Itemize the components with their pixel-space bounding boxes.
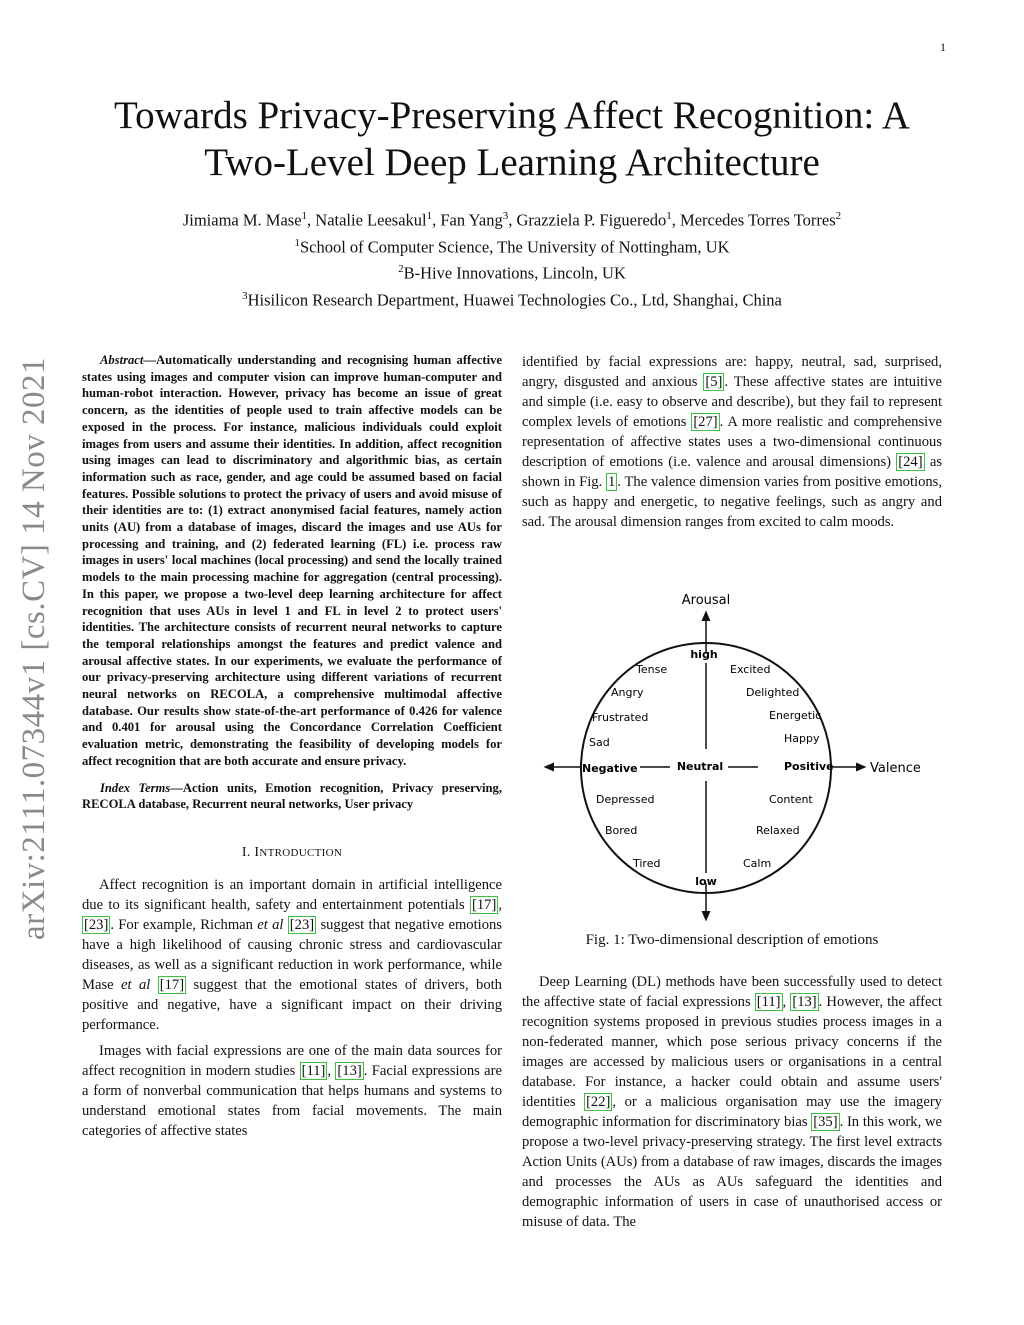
text: , xyxy=(327,1062,336,1079)
aff-text: Hisilicon Research Department, Huawei Technologies Co., Ltd, Shanghai, China xyxy=(247,290,782,309)
abstract xyxy=(82,352,502,770)
text: identified by facial expressions are: happy, neutral, sad, surprised, angry, disgusted and anxious xyxy=(522,354,942,390)
aff-text: B-Hive Innovations, Lincoln, UK xyxy=(403,263,626,283)
emotion-frustrated: Frustrated xyxy=(592,711,649,724)
section-num: I. xyxy=(241,844,255,860)
aff-text: School of Computer Science, The University of Nottingham, UK xyxy=(299,237,730,256)
label-negative: Negative xyxy=(582,762,638,775)
text: suggest that the emotional states of drivers, both positive and negative, have a significant impact on their driving performance. xyxy=(82,976,502,1033)
text: as shown in Fig. xyxy=(522,454,942,490)
aff-sup: 2 xyxy=(398,263,404,275)
citation-link[interactable]: [5] xyxy=(705,374,723,390)
author-sup: 3 xyxy=(502,210,509,222)
text: Images with facial expressions are one of the main data sources for affect recognition in modern studies xyxy=(82,1042,502,1079)
author-name: Mercedes Torres Torres xyxy=(680,210,836,230)
figure-svg xyxy=(540,585,920,925)
emotion-bored: Bored xyxy=(605,824,638,837)
figure-caption: Fig. 1: Two-dimensional description of emotions xyxy=(585,932,879,948)
aff-sup: 3 xyxy=(242,289,248,302)
text: suggest that negative emotions have a high likelihood of causing chronic stress and cardiovascular diseases, as well as a significant reduction in work performance, while Mase xyxy=(82,916,502,993)
citation-link[interactable]: [23] xyxy=(289,916,315,933)
section-heading-introduction xyxy=(82,843,502,863)
text: . In this work, we propose a two-level privacy-preserving strategy. The first level extracts Action Units (AUs) from a database of raw images, discards the images and processes the AUs as AUs safeguard the identities and demographic information of users in case of unauthorised access or misuse of data. The xyxy=(522,1114,942,1230)
intro-paragraph-2 xyxy=(82,1041,502,1141)
right-paragraph-2 xyxy=(522,972,942,1232)
figure-link[interactable]: 1 xyxy=(608,474,616,490)
index-terms xyxy=(82,780,502,813)
label-low: low xyxy=(695,875,717,888)
affiliation-2 xyxy=(0,258,1024,285)
page-number: 1 xyxy=(940,40,946,54)
citation-link[interactable]: [23] xyxy=(84,916,109,933)
author-name: Grazziela P. Figueredo xyxy=(516,210,667,230)
paper-title xyxy=(0,92,1024,186)
author-sup: 1 xyxy=(301,210,308,222)
section-first: I xyxy=(254,844,260,860)
text: Deep Learning (DL) methods have been successfully used to detect the affective state of facial expressions xyxy=(522,974,942,1010)
index-terms-text: —Action units, Emotion recognition, Privacy preserving, RECOLA database, Recurrent neural networks, User privacy xyxy=(82,780,502,812)
author-name: Jimiama M. Mase xyxy=(182,210,302,230)
text: . The valence dimension varies from positive emotions, such as happy and energetic, to negative feelings, such as angry and sad. The arousal dimension ranges from excited to calm moods. xyxy=(522,474,942,530)
author-sup: 2 xyxy=(835,210,842,222)
text: et al xyxy=(257,916,284,933)
intro-paragraph-1 xyxy=(82,875,502,1035)
label-neutral: Neutral xyxy=(676,760,724,773)
author-name: Fan Yang xyxy=(440,210,503,230)
abstract-text: —Automatically understanding and recognising human affective states using images and computer vision can improve human-computer and human-robot interaction. However, privacy has become an issue of great concern, as the identities of people used to train affective models can be exposed in the process. For instance, malicious individuals could exploit images from users and assume their identities. In addition, affect recognition using images can lead to discriminatory and algorithmic bias, as certain information such as race, gender, and age could be assumed based on facial features. Possible solutions to protect the privacy of users and avoid misuse of their identities are to: (1) extract anonymised facial features, namely action units (AU) from a database of images, discard the images and use AUs for processing and training, and (2) federated learning (FL) i.e. process raw images in users' local machines (local processing) and send the locally trained models to the main processing machine for aggregation (central processing). In this paper, we propose a two-level deep learning architecture for affect recognition that uses AUs in level 1 and FL in level 2 to protect users' identities. The architecture consists of recurrent neural networks to capture the temporal relationships amongst the features and predict valence and arousal affective states. In our experiments, we evaluate the performance of our privacy-preserving architecture using different variations of recurrent neural networks on RECOLA, a comprehensive multimodal affective database. Our results show state-of-the-art performance of 0.426 for valence and 0.401 for arousal using the Concordance Correlation Coefficient evaluation metric, demonstrating the feasibility of developing models for affect recognition that are both accurate and ensure privacy. xyxy=(82,353,502,768)
emotion-depressed: Depressed xyxy=(596,793,655,806)
text: , or a malicious organisation may use the imagery demographic information for discriminatory bias xyxy=(522,1094,942,1130)
citation-link[interactable]: [13] xyxy=(337,1062,362,1079)
text: . For example, Richman xyxy=(110,916,258,933)
label-arousal: Arousal xyxy=(681,593,731,608)
right-column-top xyxy=(522,352,942,532)
citation-link[interactable]: [35] xyxy=(813,1114,838,1130)
text: . These affective states are intuitive and simple (i.e. easy to observe and describe), but they fail to represent complex levels of emotions xyxy=(522,374,943,430)
author-sup: 1 xyxy=(666,210,672,222)
arxiv-stamp[interactable]: arXiv:2111.07344v1 [cs.CV] 14 Nov 2021 xyxy=(16,357,52,940)
emotion-delighted: Delighted xyxy=(746,686,800,699)
text: . Facial expressions are a form of nonverbal communication that helps humans and systems to understand emotional states from facial movements. The main categories of affective states xyxy=(82,1062,502,1139)
emotion-excited: Excited xyxy=(730,663,771,676)
text: . A more realistic and comprehensive representation of affective states uses a two-dimensional continuous description of emotions (i.e. valence and arousal dimensions) xyxy=(522,414,942,470)
emotion-angry: Angry xyxy=(611,686,644,699)
left-column xyxy=(82,352,502,1141)
author-list: Jimiama M. Mase$^1$, Natalie Leesakul$^1$, Fan Yang$^3$, Grazziela P. Figueredo$^1$, Mercedes Torres Torres$^2$ xyxy=(182,210,842,230)
aff-sup: 1 xyxy=(294,236,300,249)
citation-link[interactable]: [13] xyxy=(792,994,817,1010)
emotion-sad: Sad xyxy=(589,736,610,749)
emotion-energetic: Energetic xyxy=(769,709,822,722)
section-rest: NTRODUCTION xyxy=(259,846,343,859)
index-terms-label: Index Terms xyxy=(100,780,171,795)
text: et al xyxy=(121,976,151,993)
affiliation-3 xyxy=(0,285,1024,312)
emotion-relaxed: Relaxed xyxy=(756,824,800,837)
citation-link[interactable]: [11] xyxy=(756,994,781,1010)
label-high: high xyxy=(690,648,718,661)
text: Affect recognition is an important domain in artificial intelligence due to its significant health, safety and entertainment potentials xyxy=(82,876,502,913)
emotion-content: Content xyxy=(769,793,813,806)
author-sup: 1 xyxy=(426,210,433,222)
figure-valence-arousal xyxy=(540,585,920,925)
text: . However, the affect recognition systems proposed in previous studies process images in a non-federated manner, which pose serious privacy concerns if the images are accessed by malicious users or organisations in a central database. For instance, a hacker could obtain and assume users' identities xyxy=(522,994,943,1110)
label-valence: Valence xyxy=(870,761,920,776)
affiliation-1 xyxy=(0,232,1024,259)
title-line-2: Two-Level Deep Learning Architecture xyxy=(204,141,820,184)
citation-link[interactable]: [11] xyxy=(301,1062,326,1079)
author-block xyxy=(0,205,1024,311)
citation-link[interactable]: [17] xyxy=(472,896,497,913)
emotion-tense: Tense xyxy=(636,663,668,676)
label-positive: Positive xyxy=(784,760,834,773)
emotion-happy: Happy xyxy=(784,732,820,745)
text: , xyxy=(498,896,502,913)
citation-link[interactable]: [27] xyxy=(693,414,718,430)
citation-link[interactable]: [22] xyxy=(586,1094,611,1110)
title-line-1: Towards Privacy-Preserving Affect Recognition: A xyxy=(114,94,910,137)
text: , xyxy=(782,994,791,1010)
author-name: Natalie Leesakul xyxy=(315,210,427,230)
abstract-label: Abstract xyxy=(100,353,144,367)
right-paragraph-1 xyxy=(522,352,942,532)
emotion-tired: Tired xyxy=(633,857,661,870)
citation-link[interactable]: [17] xyxy=(159,976,185,993)
right-column-bottom xyxy=(522,972,942,1232)
emotion-calm: Calm xyxy=(743,857,772,870)
citation-link[interactable]: [24] xyxy=(898,454,923,470)
